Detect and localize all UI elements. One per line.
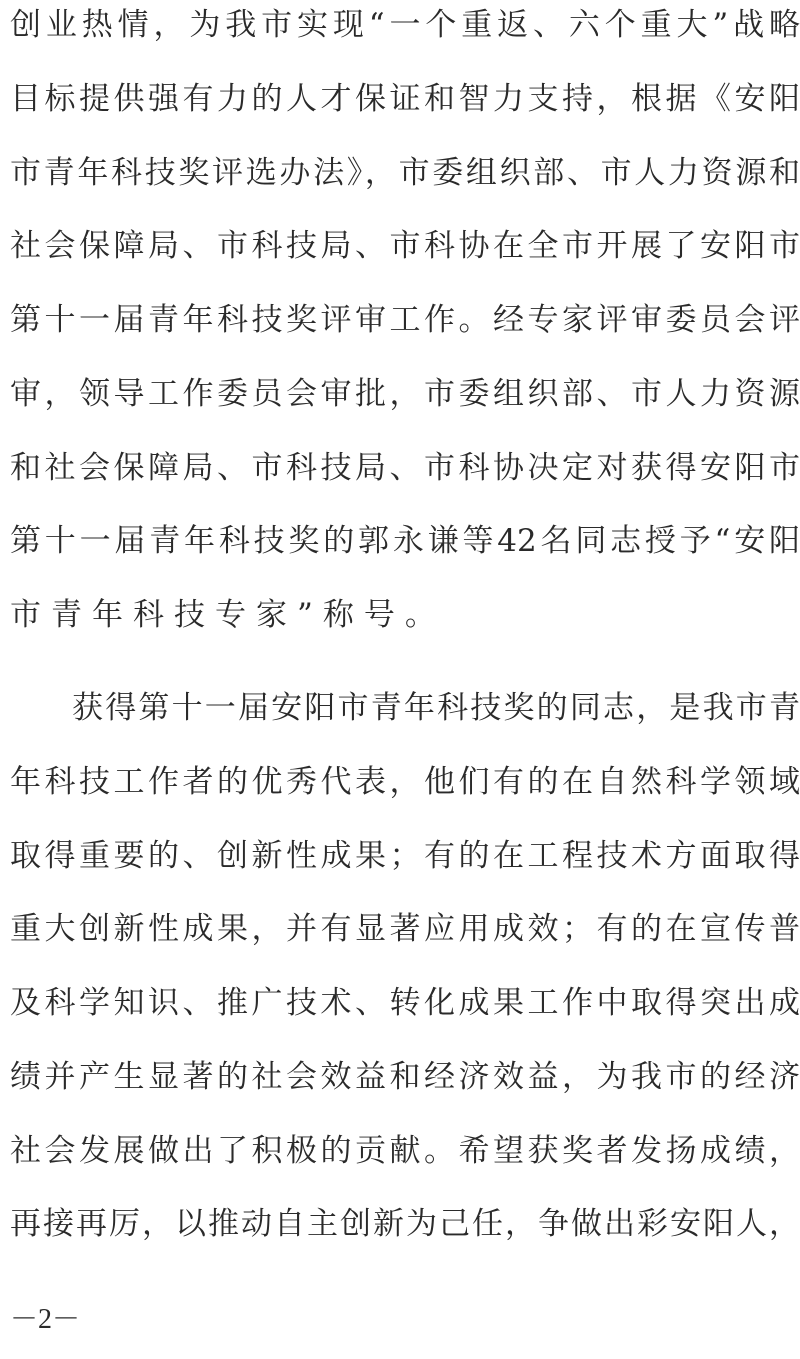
- text-line: 及科学知识、推广技术、转化成果工作中取得突出成: [10, 985, 800, 1021]
- page-number: －2－: [10, 1304, 81, 1335]
- text-line: 第十一届青年科技奖的郭永谦等42名同志授予“安阳: [10, 523, 800, 559]
- text-line: 重大创新性成果，并有显著应用成效；有的在宣传普: [10, 911, 800, 947]
- text-line: 社会发展做出了积极的贡献。希望获奖者发扬成绩，: [10, 1133, 800, 1169]
- text-line: 和社会保障局、市科技局、市科协决定对获得安阳市: [10, 450, 800, 486]
- text-line: 创业热情，为我市实现“一个重返、六个重大”战略: [10, 7, 800, 43]
- text-line: 市青年科技专家”称号。: [10, 597, 446, 633]
- text-line: 取得重要的、创新性成果；有的在工程技术方面取得: [10, 838, 800, 874]
- text-line: 社会保障局、市科技局、市科协在全市开展了安阳市: [10, 228, 800, 264]
- text-line: 年科技工作者的优秀代表，他们有的在自然科学领域: [10, 764, 800, 800]
- text-line: 再接再厉，以推动自主创新为己任，争做出彩安阳人，: [10, 1206, 800, 1242]
- text-line: 目标提供强有力的人才保证和智力支持，根据《安阳: [10, 81, 800, 117]
- text-line: 审，领导工作委员会审批，市委组织部、市人力资源: [10, 376, 800, 412]
- text-line: 第十一届青年科技奖评审工作。经专家评审委员会评: [10, 302, 800, 338]
- text-line: 绩并产生显著的社会效益和经济效益，为我市的经济: [10, 1059, 800, 1095]
- paragraph-first-line: 获得第十一届安阳市青年科技奖的同志，是我市青: [72, 690, 800, 726]
- text-line: 市青年科技奖评选办法》，市委组织部、市人力资源和: [10, 155, 800, 191]
